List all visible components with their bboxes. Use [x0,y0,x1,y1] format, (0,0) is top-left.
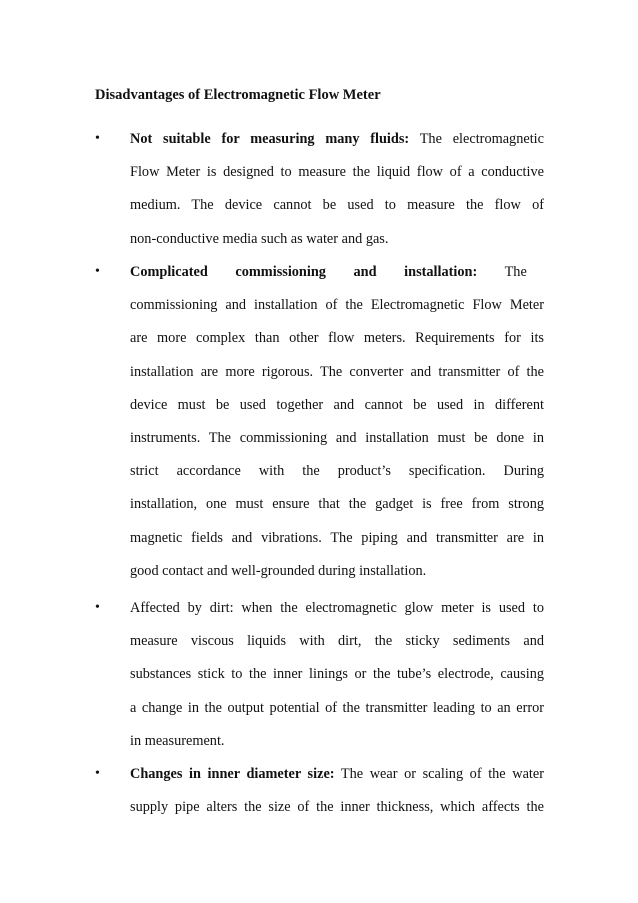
text-segment: The electromagnetic [409,131,544,147]
bullet-icon: • [95,264,100,279]
bullet-icon: • [95,131,100,146]
text-line: commissioning and installation of the Electromagnetic Flow Meter [130,297,544,314]
list-item [130,764,544,830]
text-line: Affected by dirt: when the electromagnetic glow meter is used to [130,600,544,616]
list-item [130,129,544,262]
bullet-icon: • [95,766,100,781]
text-segment: The wear or scaling of the water [334,766,544,782]
item-heading: Changes in inner diameter size: [130,766,335,782]
text-line: magnetic fields and vibrations. The piping and transmitter are in [130,529,544,546]
text-line: medium. The device cannot be used to measure the flow of [130,197,544,214]
text-line: measure viscous liquids with dirt, the sticky sediments and [130,633,544,650]
text-line [130,262,544,295]
text-line: non-conductive media such as water and gas. [130,230,389,247]
document-title: Disadvantages of Electromagnetic Flow Meter [95,87,381,103]
text-line: supply pipe alters the size of the inner thickness, which affects the [130,799,544,816]
item-heading: Not suitable for measuring many fluids: [130,131,410,147]
text-line: a change in the output potential of the transmitter leading to an error [130,699,544,716]
text-line: good contact and well-grounded during installation. [130,562,427,579]
text-line: instruments. The commissioning and installation must be done in [130,429,544,446]
text-line: substances stick to the inner linings or the tube’s electrode, causing [130,666,544,683]
text-line: in measurement. [130,732,225,749]
list-item [130,262,544,594]
bullet-icon: • [95,600,100,615]
item-heading: Complicated commissioning and installation: [130,264,478,280]
text-line: are more complex than other flow meters. Requirements for its [130,330,544,347]
text-line: device must be used together and cannot be used in different [130,396,544,413]
text-line: installation are more rigorous. The converter and transmitter of the [130,363,544,380]
text-line [130,129,544,162]
text-line: installation, one must ensure that the gadget is free from strong [130,496,544,513]
text-line: Flow Meter is designed to measure the liquid flow of a conductive [130,164,544,181]
list-item [130,598,544,764]
text-line [130,764,544,797]
text-segment: The [477,264,527,280]
text-line: strict accordance with the product’s specification. During [130,463,544,480]
